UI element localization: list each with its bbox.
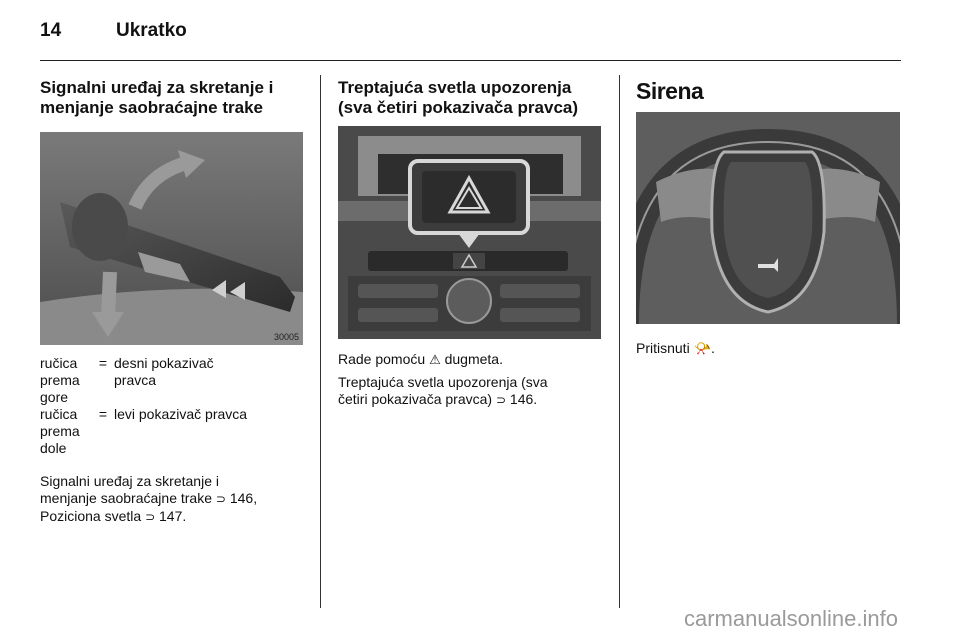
legend-term xyxy=(40,406,92,457)
term-line: prema xyxy=(40,372,80,388)
figure-number: 30005 xyxy=(273,332,299,342)
legend-eq: = xyxy=(98,406,108,422)
heading-line: Signalni uređaj za skretanje i xyxy=(40,78,274,97)
def-line: levi pokazivač pravca xyxy=(114,406,248,422)
legend xyxy=(40,355,305,457)
text-segment: Rade pomoću xyxy=(338,351,430,367)
term-line: ručica xyxy=(40,406,78,422)
legend-def xyxy=(114,355,305,406)
legend-term xyxy=(40,355,92,406)
heading-line: menjanje saobraćajne trake xyxy=(40,98,264,117)
hazard-text-1 xyxy=(338,351,603,368)
text-line: Treptajuća svetla upozorenja (sva xyxy=(338,374,548,390)
section-turn-signal xyxy=(40,78,305,532)
section-heading-hazard xyxy=(338,78,603,118)
page-header xyxy=(40,20,187,42)
steering-wheel-figure xyxy=(636,112,900,324)
def-line: pravca xyxy=(114,372,157,388)
text-line: Poziciona svetla xyxy=(40,508,146,524)
def-line: desni pokazivač xyxy=(114,355,214,371)
page-number: 14 xyxy=(40,20,62,41)
term-line: ručica xyxy=(40,355,78,371)
text-segment: Pritisnuti xyxy=(636,340,694,356)
turn-signal-lever-figure xyxy=(40,132,303,345)
text-line: menjanje saobraćajne trake xyxy=(40,490,216,506)
page-ref: 147. xyxy=(155,508,187,524)
turn-signal-text xyxy=(40,473,305,526)
section-heading-turn-signal xyxy=(40,78,305,118)
hazard-triangle-icon: ⚠ xyxy=(429,352,441,367)
turn-signal-lever-illustration xyxy=(40,132,303,345)
watermark: carmanualsonline.info xyxy=(683,606,898,631)
page-ref: 146, xyxy=(225,490,258,506)
heading-line: (sva četiri pokazivača pravca) xyxy=(338,98,579,117)
horn-text xyxy=(636,340,901,357)
term-line: prema xyxy=(40,423,80,439)
page-ref-icon[interactable]: ⊃ xyxy=(495,393,507,407)
text-segment: . xyxy=(711,340,715,356)
section-heading-horn: Sirena xyxy=(636,78,704,104)
legend-row xyxy=(40,355,305,406)
horn-icon: 📯 xyxy=(693,340,712,356)
steering-wheel-illustration xyxy=(636,112,900,324)
legend-row xyxy=(40,406,305,457)
page-ref-icon[interactable]: ⊃ xyxy=(145,510,156,524)
text-line: četiri pokazivača pravca) xyxy=(338,391,496,407)
text-line: Signalni uređaj za skretanje i xyxy=(40,473,219,489)
column-divider-2 xyxy=(619,75,620,608)
header-rule xyxy=(40,60,901,61)
page-ref: 146. xyxy=(506,391,538,407)
hazard-text-2 xyxy=(338,374,603,409)
column-divider-1 xyxy=(320,75,321,608)
legend-def xyxy=(114,406,305,457)
heading-line: Treptajuća svetla upozorenja xyxy=(338,78,572,97)
term-line: dole xyxy=(40,440,67,456)
text-segment: dugmeta. xyxy=(440,351,503,367)
section-hazard-lights xyxy=(338,78,603,415)
page-title: Ukratko xyxy=(116,20,187,41)
term-line: gore xyxy=(40,389,69,405)
hazard-button-illustration xyxy=(338,126,601,339)
section-horn xyxy=(636,78,901,363)
legend-eq: = xyxy=(98,355,108,371)
page-ref-icon[interactable]: ⊃ xyxy=(215,492,226,506)
hazard-button-figure xyxy=(338,126,601,339)
